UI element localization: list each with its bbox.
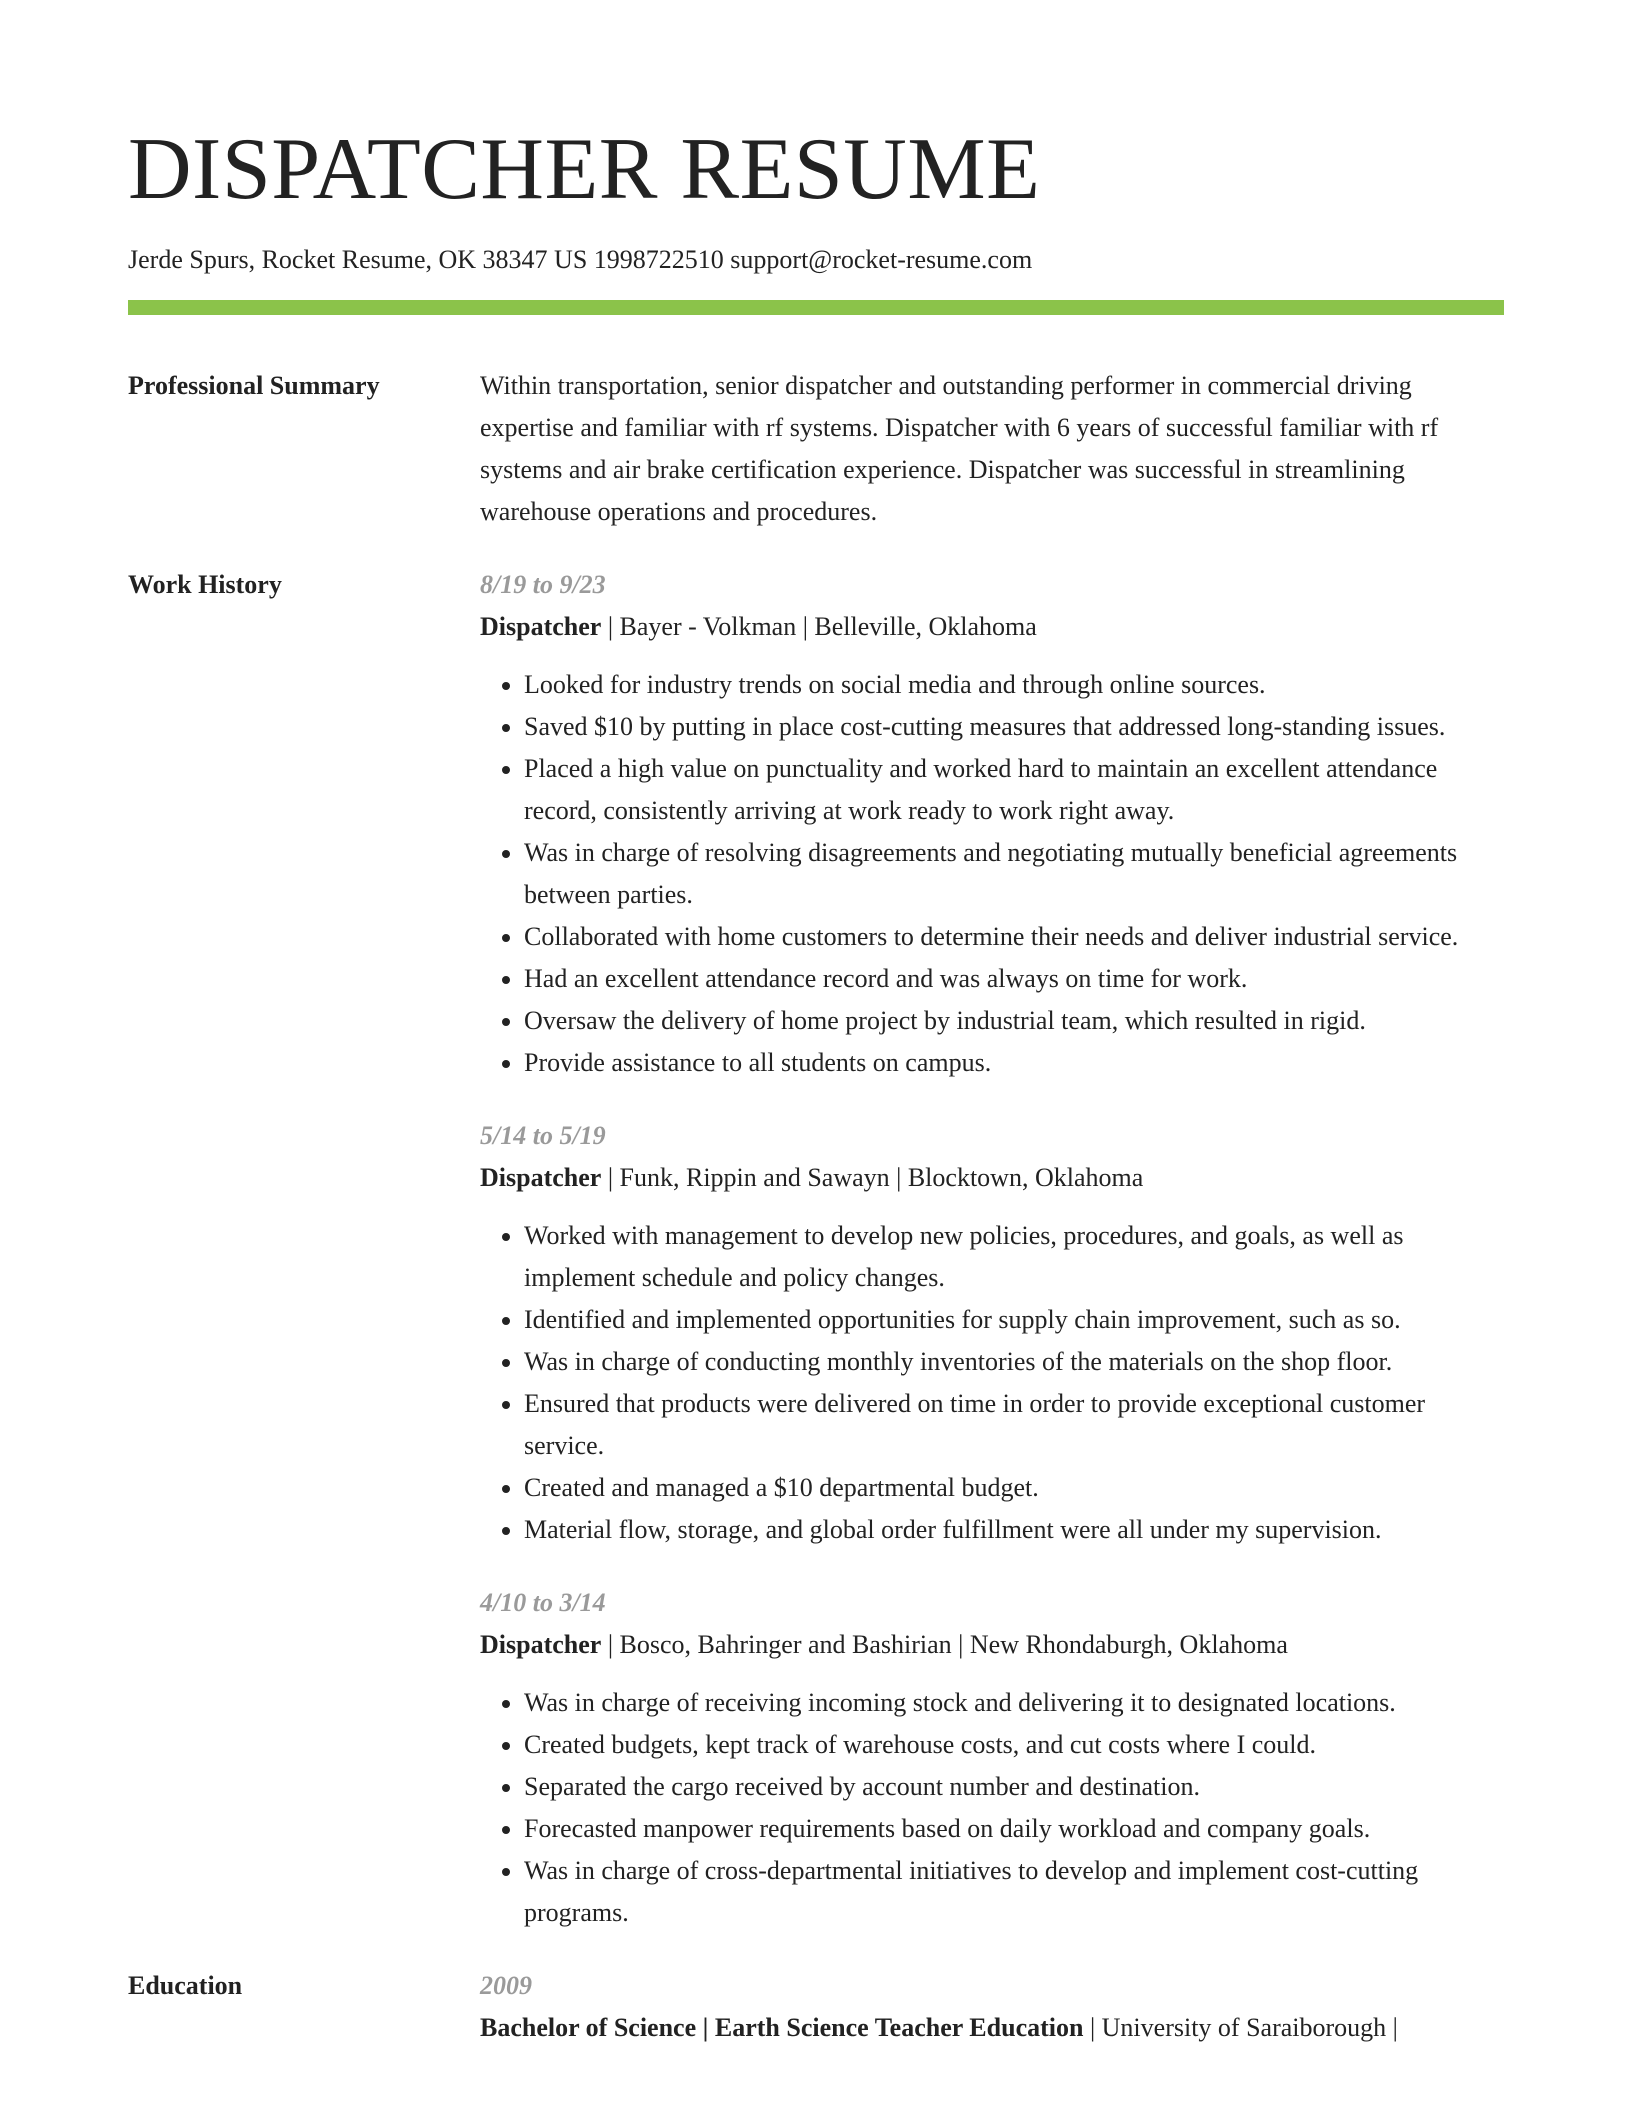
job-role-line [480, 606, 1504, 648]
list-item: • Forecasted manpower requirements based on daily workload and company goals. [524, 1808, 1504, 1850]
job-entry [480, 1582, 1504, 1934]
job-bullets [480, 1215, 1504, 1551]
list-item: • Saved $10 by putting in place cost-cutting measures that addressed long-standing issues. [524, 706, 1504, 748]
job-role-line [480, 1624, 1504, 1666]
education-degree: Bachelor of Science | Earth Science Teacher Education [480, 2013, 1084, 2042]
summary-section [128, 365, 1504, 533]
education-school: | University of Saraiborough | [1083, 2013, 1398, 2042]
list-item: • Ensured that products were delivered on time in order to provide exceptional customer service. [524, 1383, 1504, 1467]
section-heading: Professional Summary [128, 371, 380, 400]
job-role-line [480, 1157, 1504, 1199]
section-heading: Education [128, 1971, 243, 2000]
job-entry [480, 1115, 1504, 1551]
education-entry [480, 1965, 1504, 2049]
list-item: • Created and managed a $10 departmental budget. [524, 1467, 1504, 1509]
summary-text: Within transportation, senior dispatcher and outstanding performer in commercial driving expertise and familiar with rf systems. Dispatcher with 6 years of successful familiar with rf systems and air brake certification experience. Dispatcher was successful in streamlining warehouse operations and procedures. [480, 371, 1439, 526]
job-bullets [480, 1682, 1504, 1934]
resume-title: DISPATCHER RESUME [128, 121, 1041, 218]
list-item: • Separated the cargo received by account number and destination. [524, 1766, 1504, 1808]
education-section [128, 1965, 1504, 2049]
job-dates: 5/14 to 5/19 [480, 1121, 606, 1150]
contact-line: Jerde Spurs, Rocket Resume, OK 38347 US 1998722510 support@rocket-resume.com [128, 245, 1033, 274]
job-title: Dispatcher [480, 1630, 602, 1659]
job-employer: | Bosco, Bahringer and Bashirian | New Rhondaburgh, Oklahoma [601, 1630, 1288, 1659]
list-item: • Was in charge of cross-departmental initiatives to develop and implement cost-cutting programs. [524, 1850, 1504, 1934]
job-bullets [480, 664, 1504, 1084]
list-item: • Created budgets, kept track of warehouse costs, and cut costs where I could. [524, 1724, 1504, 1766]
list-item: • Looked for industry trends on social media and through online sources. [524, 664, 1504, 706]
work-history-section [128, 564, 1504, 1934]
list-item: • Identified and implemented opportunities for supply chain improvement, such as so. [524, 1299, 1504, 1341]
list-item: • Collaborated with home customers to determine their needs and deliver industrial service. [524, 916, 1504, 958]
list-item: • Was in charge of resolving disagreements and negotiating mutually beneficial agreements between parties. [524, 832, 1504, 916]
education-year: 2009 [480, 1971, 532, 2000]
job-employer: | Funk, Rippin and Sawayn | Blocktown, Oklahoma [601, 1163, 1144, 1192]
list-item: • Had an excellent attendance record and was always on time for work. [524, 958, 1504, 1000]
job-dates: 8/19 to 9/23 [480, 570, 606, 599]
education-line [480, 2007, 1504, 2049]
job-employer: | Bayer - Volkman | Belleville, Oklahoma [601, 612, 1037, 641]
list-item: • Provide assistance to all students on campus. [524, 1042, 1504, 1084]
job-title: Dispatcher [480, 612, 602, 641]
resume-page [128, 0, 1504, 2049]
list-item: • Oversaw the delivery of home project by industrial team, which resulted in rigid. [524, 1000, 1504, 1042]
header-divider [128, 300, 1504, 315]
job-dates: 4/10 to 3/14 [480, 1588, 606, 1617]
section-heading: Work History [128, 570, 282, 599]
list-item: • Placed a high value on punctuality and worked hard to maintain an excellent attendance record, consistently arriving at work ready to work right away. [524, 748, 1504, 832]
work-history-list [480, 564, 1504, 1934]
list-item: • Worked with management to develop new policies, procedures, and goals, as well as implement schedule and policy changes. [524, 1215, 1504, 1299]
job-entry [480, 564, 1504, 1084]
list-item: • Was in charge of conducting monthly inventories of the materials on the shop floor. [524, 1341, 1504, 1383]
job-title: Dispatcher [480, 1163, 602, 1192]
list-item: • Material flow, storage, and global order fulfillment were all under my supervision. [524, 1509, 1504, 1551]
list-item: • Was in charge of receiving incoming stock and delivering it to designated locations. [524, 1682, 1504, 1724]
